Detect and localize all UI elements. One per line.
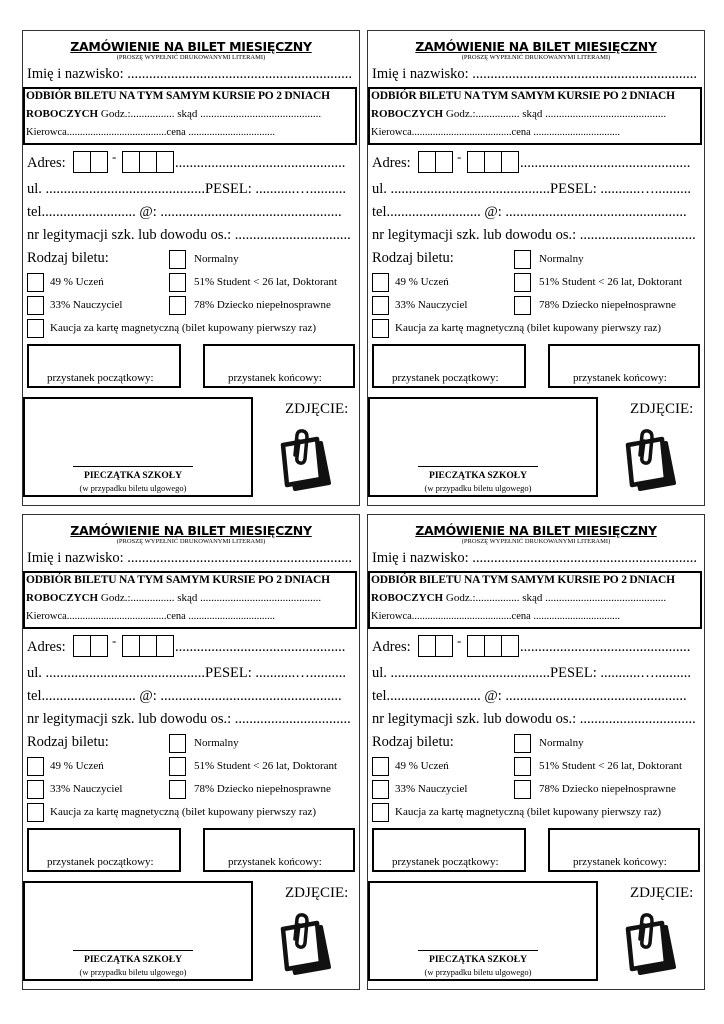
checkbox-student49[interactable] bbox=[27, 273, 44, 292]
postcode-box-3[interactable] bbox=[467, 635, 485, 657]
deposit-label: Kaucja za kartę magnetyczną (bilet kupowany pierwszy raz) bbox=[50, 322, 317, 334]
start-stop-label: przystanek początkowy: bbox=[392, 372, 499, 384]
option-student49-label: 49 % Uczeń bbox=[395, 760, 449, 772]
postcode-box-5[interactable] bbox=[501, 151, 519, 173]
id-number-field[interactable]: nr legitymacji szk. lub dowodu os.: ................................ bbox=[27, 711, 351, 727]
option-student51-label: 51% Student < 26 lat, Doktorant bbox=[539, 760, 683, 772]
route-line-2[interactable] bbox=[371, 592, 666, 604]
phone-email-field[interactable]: tel.......................... @: .................................................. bbox=[27, 204, 342, 220]
route-line-2[interactable] bbox=[26, 108, 321, 120]
option-student49-label: 49 % Uczeń bbox=[50, 760, 104, 772]
end-stop-label: przystanek końcowy: bbox=[573, 372, 667, 384]
checkbox-teacher[interactable] bbox=[27, 780, 44, 799]
street-pesel-field[interactable]: ul. ............................................PESEL: ...........….......... bbox=[372, 665, 692, 681]
school-stamp-box[interactable] bbox=[368, 881, 598, 981]
school-stamp-box[interactable] bbox=[23, 881, 253, 981]
order-form-card-1 bbox=[22, 30, 360, 506]
phone-email-field[interactable]: tel.......................... @: .................................................. bbox=[372, 688, 687, 704]
option-teacher-label: 33% Nauczyciel bbox=[395, 783, 468, 795]
name-field[interactable]: Imię i nazwisko: .............................................................. bbox=[27, 550, 353, 566]
address-label: Adres: bbox=[372, 155, 411, 171]
form-subtitle: (PROSZĘ WYPEŁNIĆ DRUKOWANYMI LITERAMI) bbox=[461, 538, 611, 545]
checkbox-teacher[interactable] bbox=[372, 296, 389, 315]
route-box bbox=[23, 87, 357, 145]
photo-label: ZDJĘCIE: bbox=[285, 401, 349, 417]
checkbox-teacher[interactable] bbox=[372, 780, 389, 799]
postcode-box-2[interactable] bbox=[435, 151, 453, 173]
postcode-box-2[interactable] bbox=[90, 151, 108, 173]
postcode-box-5[interactable] bbox=[156, 151, 174, 173]
stamp-label: PIECZĄTKA SZKOŁY bbox=[429, 471, 527, 481]
option-student51-label: 51% Student < 26 lat, Doktorant bbox=[194, 760, 338, 772]
checkbox-deposit[interactable] bbox=[372, 319, 389, 338]
checkbox-disabled[interactable] bbox=[169, 780, 186, 799]
checkbox-deposit[interactable] bbox=[27, 319, 44, 338]
address-dots[interactable]: ............................................... bbox=[520, 639, 691, 655]
checkbox-normal[interactable] bbox=[169, 734, 186, 753]
street-pesel-field[interactable]: ul. ............................................PESEL: ...........….......... bbox=[372, 181, 692, 197]
street-pesel-field[interactable]: ul. ............................................PESEL: ...........….......... bbox=[27, 665, 347, 681]
end-stop-label: przystanek końcowy: bbox=[573, 856, 667, 868]
ticket-type-label: Rodzaj biletu: bbox=[372, 734, 454, 750]
address-label: Adres: bbox=[372, 639, 411, 655]
address-dots[interactable]: ............................................... bbox=[175, 155, 346, 171]
postcode-box-1[interactable] bbox=[418, 635, 436, 657]
option-teacher-label: 33% Nauczyciel bbox=[50, 783, 123, 795]
route-line-2-rest: Godz.:................ skąd ............................................ bbox=[98, 592, 322, 604]
name-field[interactable]: Imię i nazwisko: .............................................................. bbox=[372, 550, 698, 566]
checkbox-student51[interactable] bbox=[514, 273, 531, 292]
route-line-2-bold: ROBOCZYCH bbox=[371, 108, 444, 120]
postcode-box-3[interactable] bbox=[467, 151, 485, 173]
form-title: ZAMÓWIENIE NA BILET MIESIĘCZNY bbox=[415, 39, 657, 54]
school-stamp-box[interactable] bbox=[23, 397, 253, 497]
postcode-box-3[interactable] bbox=[122, 635, 140, 657]
route-line-1: ODBIÓR BILETU NA TYM SAMYM KURSIE PO 2 DNIACH bbox=[26, 574, 330, 586]
checkbox-student49[interactable] bbox=[372, 273, 389, 292]
postcode-box-2[interactable] bbox=[435, 635, 453, 657]
route-box bbox=[368, 87, 702, 145]
end-stop-label: przystanek końcowy: bbox=[228, 372, 322, 384]
route-line-3[interactable]: Kierowca......................................cena ................................. bbox=[371, 611, 621, 622]
street-pesel-field[interactable]: ul. ............................................PESEL: ...........….......... bbox=[27, 181, 347, 197]
photo-label: ZDJĘCIE: bbox=[630, 401, 694, 417]
route-line-2[interactable] bbox=[26, 592, 321, 604]
postcode-box-2[interactable] bbox=[90, 635, 108, 657]
stamp-signature-line bbox=[73, 466, 193, 467]
route-line-2-rest: Godz.:................ skąd ............................................ bbox=[443, 592, 667, 604]
phone-email-field[interactable]: tel.......................... @: .................................................. bbox=[372, 204, 687, 220]
postcode-dash: - bbox=[457, 149, 462, 164]
route-box bbox=[23, 571, 357, 629]
address-label: Adres: bbox=[27, 155, 66, 171]
stamp-label: PIECZĄTKA SZKOŁY bbox=[84, 471, 182, 481]
checkbox-disabled[interactable] bbox=[514, 296, 531, 315]
stamp-signature-line bbox=[73, 950, 193, 951]
stamp-note: (w przypadku biletu ulgowego) bbox=[79, 967, 187, 977]
checkbox-normal[interactable] bbox=[514, 250, 531, 269]
option-teacher-label: 33% Nauczyciel bbox=[395, 299, 468, 311]
route-line-2[interactable] bbox=[371, 108, 666, 120]
deposit-label: Kaucja za kartę magnetyczną (bilet kupowany pierwszy raz) bbox=[395, 322, 662, 334]
route-line-2-bold: ROBOCZYCH bbox=[371, 592, 444, 604]
stamp-note: (w przypadku biletu ulgowego) bbox=[424, 483, 532, 493]
option-teacher-label: 33% Nauczyciel bbox=[50, 299, 123, 311]
route-line-2-bold: ROBOCZYCH bbox=[26, 592, 99, 604]
option-disabled-label: 78% Dziecko niepełnosprawne bbox=[539, 299, 676, 311]
photo-clip-icon bbox=[620, 913, 682, 982]
checkbox-student51[interactable] bbox=[514, 757, 531, 776]
option-disabled-label: 78% Dziecko niepełnosprawne bbox=[539, 783, 676, 795]
option-student51-label: 51% Student < 26 lat, Doktorant bbox=[194, 276, 338, 288]
address-label: Adres: bbox=[27, 639, 66, 655]
checkbox-deposit[interactable] bbox=[372, 803, 389, 822]
checkbox-disabled[interactable] bbox=[514, 780, 531, 799]
route-line-2-rest: Godz.:................ skąd ............................................ bbox=[443, 108, 667, 120]
stamp-note: (w przypadku biletu ulgowego) bbox=[424, 967, 532, 977]
option-disabled-label: 78% Dziecko niepełnosprawne bbox=[194, 783, 331, 795]
start-stop-label: przystanek początkowy: bbox=[392, 856, 499, 868]
postcode-dash: - bbox=[112, 633, 117, 648]
option-normal-label: Normalny bbox=[539, 253, 584, 265]
route-line-3[interactable]: Kierowca......................................cena ................................. bbox=[26, 127, 276, 138]
end-stop-label: przystanek końcowy: bbox=[228, 856, 322, 868]
form-subtitle: (PROSZĘ WYPEŁNIĆ DRUKOWANYMI LITERAMI) bbox=[461, 54, 611, 61]
route-line-1: ODBIÓR BILETU NA TYM SAMYM KURSIE PO 2 DNIACH bbox=[26, 90, 330, 102]
form-title: ZAMÓWIENIE NA BILET MIESIĘCZNY bbox=[70, 523, 312, 538]
photo-label: ZDJĘCIE: bbox=[630, 885, 694, 901]
route-line-2-rest: Godz.:................ skąd ............................................ bbox=[98, 108, 322, 120]
checkbox-normal[interactable] bbox=[169, 250, 186, 269]
checkbox-teacher[interactable] bbox=[27, 296, 44, 315]
photo-clip-icon bbox=[275, 913, 337, 982]
photo-label: ZDJĘCIE: bbox=[285, 885, 349, 901]
checkbox-student51[interactable] bbox=[169, 757, 186, 776]
checkbox-student51[interactable] bbox=[169, 273, 186, 292]
name-field[interactable]: Imię i nazwisko: .............................................................. bbox=[372, 66, 698, 82]
postcode-box-5[interactable] bbox=[501, 635, 519, 657]
route-line-2-bold: ROBOCZYCH bbox=[26, 108, 99, 120]
ticket-type-label: Rodzaj biletu: bbox=[372, 250, 454, 266]
id-number-field[interactable]: nr legitymacji szk. lub dowodu os.: ................................ bbox=[27, 227, 351, 243]
form-subtitle: (PROSZĘ WYPEŁNIĆ DRUKOWANYMI LITERAMI) bbox=[116, 54, 266, 61]
photo-clip-icon bbox=[620, 429, 682, 498]
stamp-signature-line bbox=[418, 466, 538, 467]
id-number-field[interactable]: nr legitymacji szk. lub dowodu os.: ................................ bbox=[372, 227, 696, 243]
postcode-box-4[interactable] bbox=[484, 635, 502, 657]
postcode-box-4[interactable] bbox=[139, 635, 157, 657]
phone-email-field[interactable]: tel.......................... @: .................................................. bbox=[27, 688, 342, 704]
route-line-3[interactable]: Kierowca......................................cena ................................. bbox=[26, 611, 276, 622]
stamp-label: PIECZĄTKA SZKOŁY bbox=[84, 955, 182, 965]
checkbox-disabled[interactable] bbox=[169, 296, 186, 315]
route-line-3[interactable]: Kierowca......................................cena ................................. bbox=[371, 127, 621, 138]
postcode-box-5[interactable] bbox=[156, 635, 174, 657]
option-normal-label: Normalny bbox=[194, 253, 239, 265]
photo-clip-icon bbox=[275, 429, 337, 498]
postcode-box-3[interactable] bbox=[122, 151, 140, 173]
option-student49-label: 49 % Uczeń bbox=[50, 276, 104, 288]
option-student51-label: 51% Student < 26 lat, Doktorant bbox=[539, 276, 683, 288]
ticket-type-label: Rodzaj biletu: bbox=[27, 250, 109, 266]
deposit-label: Kaucja za kartę magnetyczną (bilet kupowany pierwszy raz) bbox=[395, 806, 662, 818]
stamp-note: (w przypadku biletu ulgowego) bbox=[79, 483, 187, 493]
option-normal-label: Normalny bbox=[539, 737, 584, 749]
deposit-label: Kaucja za kartę magnetyczną (bilet kupowany pierwszy raz) bbox=[50, 806, 317, 818]
stamp-label: PIECZĄTKA SZKOŁY bbox=[429, 955, 527, 965]
stamp-signature-line bbox=[418, 950, 538, 951]
checkbox-student49[interactable] bbox=[27, 757, 44, 776]
option-student49-label: 49 % Uczeń bbox=[395, 276, 449, 288]
address-dots[interactable]: ............................................... bbox=[175, 639, 346, 655]
postcode-box-4[interactable] bbox=[139, 151, 157, 173]
option-disabled-label: 78% Dziecko niepełnosprawne bbox=[194, 299, 331, 311]
option-normal-label: Normalny bbox=[194, 737, 239, 749]
name-field[interactable]: Imię i nazwisko: .............................................................. bbox=[27, 66, 353, 82]
id-number-field[interactable]: nr legitymacji szk. lub dowodu os.: ................................ bbox=[372, 711, 696, 727]
school-stamp-box[interactable] bbox=[368, 397, 598, 497]
postcode-box-1[interactable] bbox=[73, 151, 91, 173]
postcode-box-1[interactable] bbox=[418, 151, 436, 173]
route-line-1: ODBIÓR BILETU NA TYM SAMYM KURSIE PO 2 DNIACH bbox=[371, 574, 675, 586]
route-box bbox=[368, 571, 702, 629]
start-stop-label: przystanek początkowy: bbox=[47, 372, 154, 384]
postcode-box-1[interactable] bbox=[73, 635, 91, 657]
address-dots[interactable]: ............................................... bbox=[520, 155, 691, 171]
checkbox-deposit[interactable] bbox=[27, 803, 44, 822]
form-subtitle: (PROSZĘ WYPEŁNIĆ DRUKOWANYMI LITERAMI) bbox=[116, 538, 266, 545]
checkbox-student49[interactable] bbox=[372, 757, 389, 776]
start-stop-label: przystanek początkowy: bbox=[47, 856, 154, 868]
postcode-box-4[interactable] bbox=[484, 151, 502, 173]
form-title: ZAMÓWIENIE NA BILET MIESIĘCZNY bbox=[70, 39, 312, 54]
form-title: ZAMÓWIENIE NA BILET MIESIĘCZNY bbox=[415, 523, 657, 538]
route-line-1: ODBIÓR BILETU NA TYM SAMYM KURSIE PO 2 DNIACH bbox=[371, 90, 675, 102]
checkbox-normal[interactable] bbox=[514, 734, 531, 753]
order-form-card-4 bbox=[367, 514, 705, 990]
order-form-card-3 bbox=[22, 514, 360, 990]
postcode-dash: - bbox=[112, 149, 117, 164]
order-form-card-2 bbox=[367, 30, 705, 506]
postcode-dash: - bbox=[457, 633, 462, 648]
ticket-type-label: Rodzaj biletu: bbox=[27, 734, 109, 750]
